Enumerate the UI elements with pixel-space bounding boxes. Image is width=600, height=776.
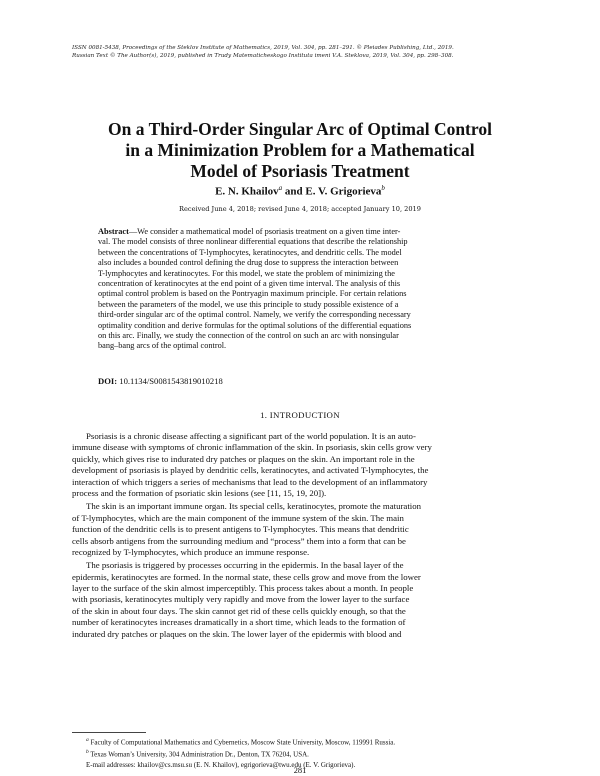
doi [98, 376, 223, 386]
abstract-line: optimal control problem is based on the Pontryagin maximum principle. For certain relations [98, 289, 407, 299]
paragraph-line: with psoriasis, keratinocytes multiply very rapidly and move from the lower layer to the surface [72, 594, 410, 605]
abstract-line: bang–bang arcs of the optimal control. [98, 341, 227, 351]
paragraph-line: The skin is an important immune organ. Its special cells, keratinocytes, promote the maturation [86, 501, 422, 512]
abstract-line: concentration of keratinocytes at the end point of a given time interval. The analysis of this [98, 279, 401, 289]
section-heading: 1. INTRODUCTION [260, 410, 340, 420]
paper-title [60, 119, 540, 182]
affiliation-mark: a [278, 184, 283, 192]
abstract-line: T-lymphocytes and keratinocytes. For this model, we state the problem of minimizing the [98, 268, 395, 278]
journal-header [72, 44, 532, 60]
author-name: E. V. Grigorieva [305, 185, 382, 198]
paragraph-line: immune disease with symptoms of chronic inflammation of the skin. In psoriasis, skin cells grow very [72, 442, 432, 453]
doi-link[interactable]: 10.1134/S0081543819010218 [119, 376, 223, 386]
abstract-line: Abstract—We consider a mathematical model of psoriasis treatment on a given time inter- [98, 227, 401, 236]
abstract-label: Abstract [98, 227, 129, 236]
footnotes [86, 735, 532, 770]
footnote-email: E-mail addresses: khailov@cs.msu.su (E. N. Khailov), egrigorieva@twu.edu (E. V. Grigorieva). [86, 760, 356, 769]
abstract-line: optimality condition and derive formulas for the optimal solutions of the differential equations [98, 320, 412, 330]
paragraph-line: development of psoriasis is played by dendritic cells, keratinocytes, and activated T-lymphocytes, the [72, 465, 429, 476]
paragraph-line: epidermis, keratinocytes are formed. In the normal state, these cells grow and move from the lower [72, 571, 421, 582]
abstract-line: between the parameters of the model, we use this principle to study possible existence of a [98, 299, 399, 309]
title-line: Model of Psoriasis Treatment [190, 161, 410, 181]
abstract-line: between the concentrations of T-lymphocytes, keratinocytes, and dendritic cells. The model [98, 247, 402, 257]
page-number: 281 [293, 766, 307, 775]
abstract-line: val. The model consists of three nonlinear differential equations that describe the relationship [98, 237, 408, 247]
title-line: in a Minimization Problem for a Mathematical [125, 140, 475, 160]
abstract-line: third-order singular arc of the optimal control. Namely, we verify the corresponding necessary [98, 310, 411, 320]
abstract [98, 227, 506, 352]
header-line: ISSN 0081-5438, Proceedings of the Steklov Institute of Mathematics, 2019, Vol. 304, pp. 281–291. © Pleiades Publishing, Ltd., 2019. [72, 45, 454, 51]
paragraph-line: number of keratinocytes increases dramatically in a short time, which leads to the formation of [72, 617, 406, 628]
paragraph-line: interaction of which triggers a series of mechanisms that lead to the development of an inflammatory [72, 476, 428, 487]
paragraph-line: of T-lymphocytes, which are the main component of the immune system of the skin. The main [72, 512, 404, 523]
doi-label: DOI: [98, 376, 118, 386]
body-text [72, 431, 532, 640]
header-line: Russian Text © The Author(s), 2019, published in Trudy Matematicheskogo Instituta imeni V.A. Steklova, 2019, Vol. 304, pp. 298–308. [72, 53, 454, 59]
footnote: $^b$ Texas Woman’s University, 304 Administration Dr., Denton, TX 76204, USA. [86, 749, 309, 759]
paragraph-line: function of the dendritic cells is to present antigens to T-lymphocytes. This means that dendritic [72, 524, 409, 535]
paragraph-line: recognized by T-lymphocytes, which produce an immune response. [72, 546, 310, 557]
paragraph-line: of the skin in about four days. The skin cannot get rid of these cells quickly enough, so that the [72, 605, 406, 616]
paragraph-line: indurated dry patches or plaques on the skin. The lower layer of the epidermis with blood and [72, 628, 402, 639]
footnote-rule [72, 732, 146, 733]
authors [60, 184, 540, 198]
affiliation-mark: b [381, 184, 385, 192]
abstract-line: also includes a bounded control defining the drug dose to suppress the interaction between [98, 258, 399, 268]
paragraph-line: cells absorb antigens from the surrounding medium and “process” them into a form that can be [72, 535, 406, 546]
paragraph-line: process and the formation of psoriatic skin lesions (see [11, 15, 19, 20]). [72, 487, 327, 498]
paragraph-line: Psoriasis is a chronic disease affecting a significant part of the world population. It is an auto- [86, 431, 416, 441]
paragraph-line: layer to the surface of the skin almost imperceptibly. This process takes about a month. In people [72, 583, 414, 594]
author-conjunction: and [284, 185, 303, 198]
abstract-line: on this arc. Finally, we study the connection of the control on such an arc with nonsingular [98, 331, 399, 341]
footnote: $^a$ Faculty of Computational Mathematics and Cybernetics, Moscow State University, Moscow, 119991 Russia. [86, 737, 396, 747]
paragraph-line: The psoriasis is triggered by processes occurring in the epidermis. In the basal layer of the [86, 560, 404, 571]
author-name: E. N. Khailov [215, 185, 279, 198]
received-dates: Received June 4, 2018; revised June 4, 2018; accepted January 10, 2019 [179, 205, 421, 213]
title-line: On a Third-Order Singular Arc of Optimal Control [108, 119, 492, 139]
paragraph-line: quickly, which gives rise to indurated dry patches or plaques on the skin. An important role in the [72, 453, 415, 464]
